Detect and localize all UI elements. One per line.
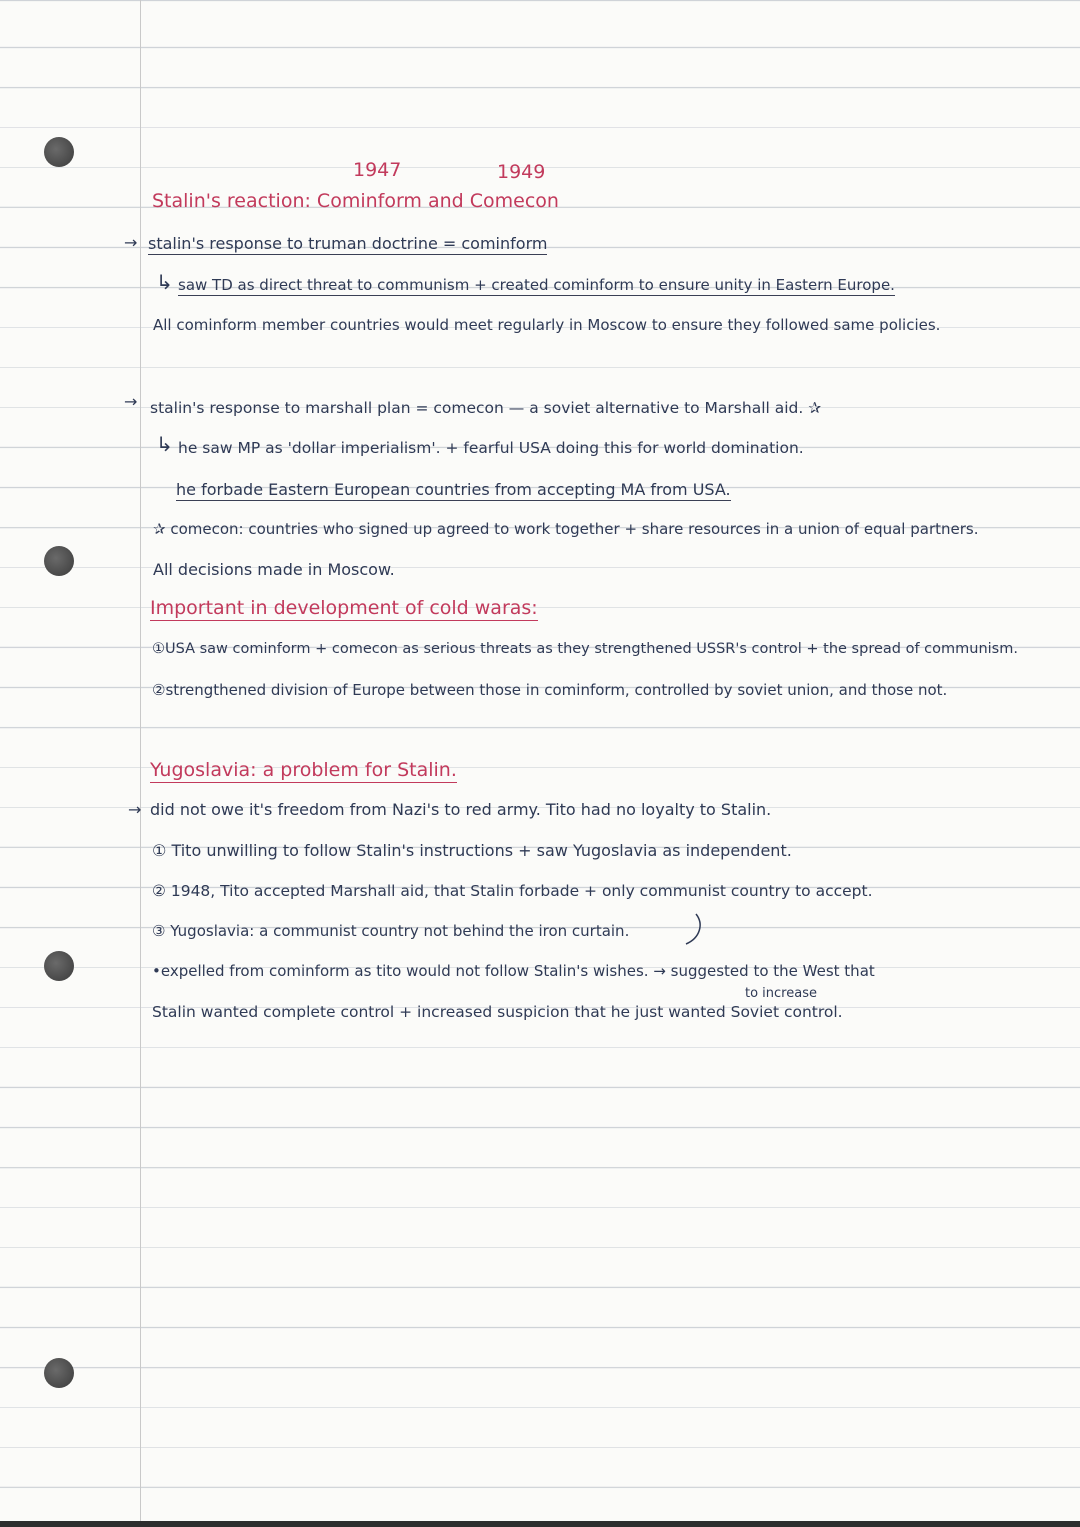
cold-war-point-1 [152, 639, 1018, 659]
comecon-line [150, 398, 821, 418]
number-2-icon: ② [152, 882, 166, 900]
star-icon: ✰ [808, 399, 822, 417]
yugoslavia-point-2-text: 1948, Tito accepted Marshall aid, that Stalin forbade + only communist country to accept. [170, 882, 873, 900]
punch-hole [44, 137, 74, 167]
bracket-doodle [678, 910, 708, 950]
td-threat-text: saw TD as direct threat to communism + created cominform to ensure unity in Eastern Europe. [178, 276, 895, 294]
yugoslavia-heading [150, 760, 457, 780]
punch-hole [44, 951, 74, 981]
yugoslavia-heading-text: Yugoslavia: a problem for Stalin. [150, 759, 457, 781]
forbade-line [176, 480, 731, 500]
year-1947: 1947 [353, 159, 402, 181]
star-icon: ✰ [153, 520, 166, 538]
dollar-imperialism-line: he saw MP as 'dollar imperialism'. + fearful USA doing this for world domination. [178, 439, 804, 457]
page-title: Stalin's reaction: Cominform and Comecon [152, 190, 559, 212]
page-bottom-edge [0, 1521, 1080, 1527]
arrow-icon: → [128, 800, 142, 819]
number-1-icon: ① [152, 641, 165, 657]
td-threat-line [178, 275, 895, 295]
forbade-text: he forbade Eastern European countries from accepting MA from USA. [176, 480, 731, 499]
yugoslavia-point-3-text: Yugoslavia: a communist country not behind the iron curtain. [170, 922, 630, 940]
year-1949: 1949 [497, 161, 546, 183]
suspicion-line: Stalin wanted complete control + increased suspicion that he just wanted Soviet control. [152, 1003, 843, 1021]
red-army-line: did not owe it's freedom from Nazi's to red army. Tito had no loyalty to Stalin. [150, 800, 772, 819]
yugoslavia-point-2 [152, 881, 873, 901]
cold-war-point-2 [152, 680, 947, 700]
arrow-icon: → [124, 392, 138, 411]
yugoslavia-point-3 [152, 921, 629, 941]
cold-war-heading [150, 598, 538, 618]
number-3-icon: ③ [152, 922, 166, 940]
yugoslavia-point-1-text: Tito unwilling to follow Stalin's instructions + saw Yugoslavia as independent. [171, 841, 792, 860]
margin-line [140, 0, 141, 1527]
arrow-icon: → [124, 233, 138, 252]
corner-arrow-icon: ↳ [156, 270, 173, 294]
expelled-line: •expelled from cominform as tito would not follow Stalin's wishes. → suggested to the West that [152, 962, 875, 980]
punch-hole [44, 1358, 74, 1388]
comecon-text: stalin's response to marshall plan = comecon — a soviet alternative to Marshall aid. [150, 399, 804, 417]
insert-note: to increase [745, 986, 817, 1001]
cold-war-heading-text: Important in development of cold waras: [150, 597, 538, 619]
number-1-icon: ① [152, 841, 167, 860]
comecon-definition-text: comecon: countries who signed up agreed to work together + share resources in a union of equal partners. [170, 520, 979, 538]
punch-hole [44, 546, 74, 576]
cominform-text: stalin's response to truman doctrine = cominform [148, 234, 548, 253]
comecon-definition-line [153, 519, 978, 539]
cominform-line [148, 234, 547, 254]
corner-arrow-icon: ↳ [156, 432, 173, 456]
yugoslavia-point-1 [152, 841, 792, 861]
cominform-members-line: All cominform member countries would meet regularly in Moscow to ensure they followed same policies. [153, 316, 941, 334]
decisions-line: All decisions made in Moscow. [153, 560, 395, 579]
cold-war-point-1-text: USA saw cominform + comecon as serious threats as they strengthened USSR's control + the spread of communism. [165, 641, 1018, 657]
cold-war-point-2-text: strengthened division of Europe between those in cominform, controlled by soviet union, and those not. [165, 681, 948, 699]
number-2-icon: ② [152, 681, 166, 699]
